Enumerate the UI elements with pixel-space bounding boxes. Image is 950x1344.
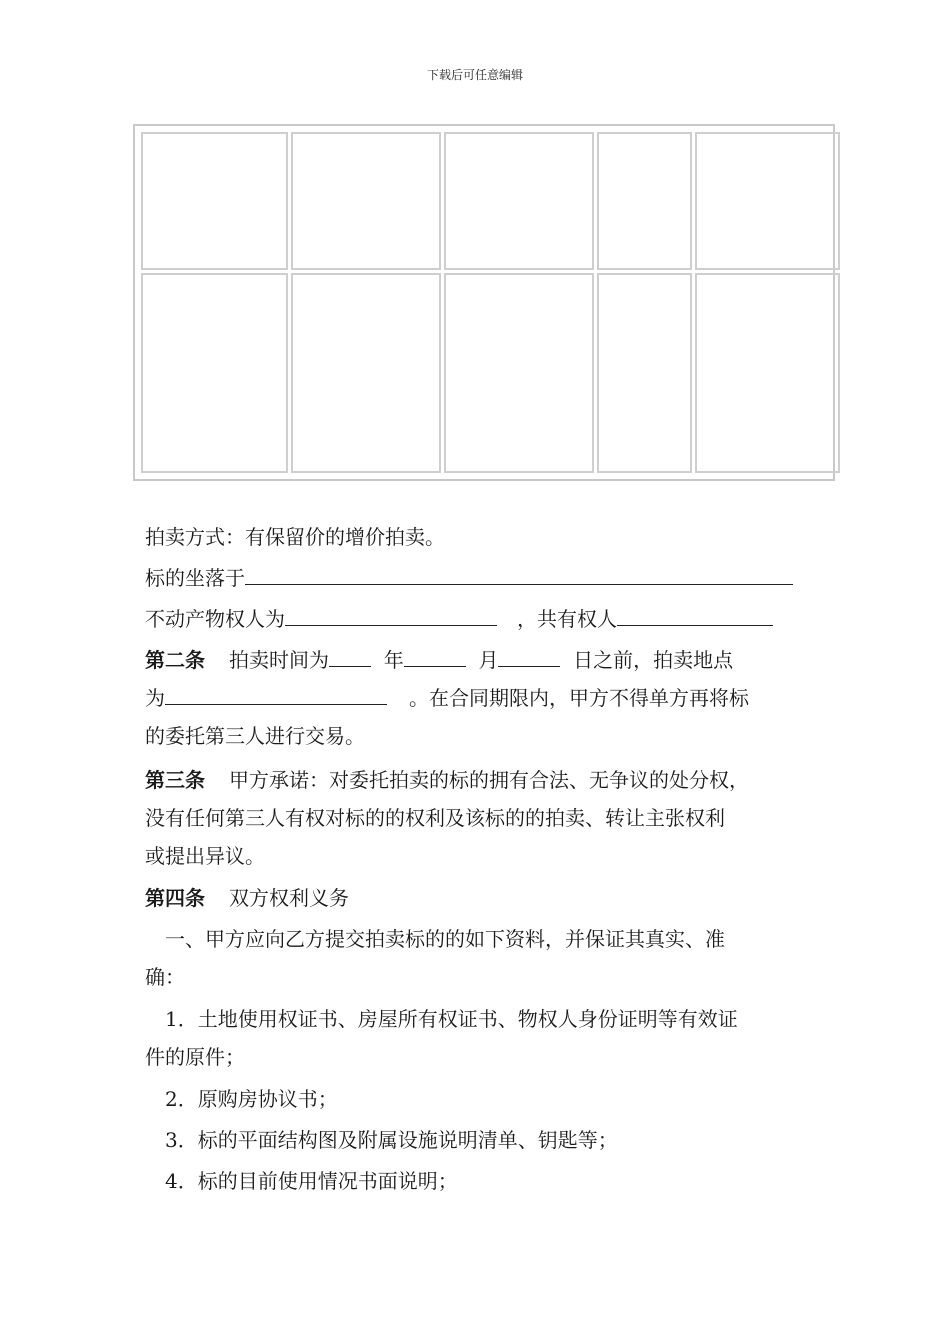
table-cell [291,132,441,270]
article-3-text-2: 没有任何第三人有权对标的的权利及该标的的拍卖、转让主张权利 [145,806,725,830]
article-2-text: 拍卖时间为 [229,648,329,672]
table-cell [695,132,840,270]
table-cell [291,273,441,473]
item-one-line-1: 一、甲方应向乙方提交拍卖标的的如下资料，并保证其真实、准 [165,927,725,951]
month-label: 月 [478,648,499,672]
empty-table [133,124,835,481]
month-blank [404,642,466,667]
article-4-text: 双方权利义务 [229,886,349,910]
table-cell [695,273,840,473]
table-cell [444,273,594,473]
location-blank [245,560,793,585]
day-label: 日之前，拍卖地点 [573,648,734,672]
article-3-text-3: 或提出异议。 [145,844,265,868]
table-cell [141,273,288,473]
page-header: 下载后可任意编辑 [426,68,523,82]
owner-blank [285,601,497,626]
owner-label: 不动产物权人为 [145,607,285,631]
item-1-line-1: 1．土地使用权证书、房屋所有权证书、物权人身份证明等有效证 [165,1007,738,1031]
article-4-title: 第四条 [145,886,205,910]
table-cell [444,132,594,270]
article-2 [145,641,805,761]
table-cell [597,273,692,473]
table-cell [597,132,692,270]
place-label: 为 [145,686,165,710]
item-2: 2．原购房协议书； [165,1087,338,1111]
location-line [145,559,805,600]
article-3-text: 甲方承诺：对委托拍卖的标的拥有合法、无争议的处分权， [229,768,749,792]
location-label: 标的坐落于 [145,566,245,590]
item-1-line-2: 件的原件； [145,1045,245,1069]
article-2-text-2: 。在合同期限内，甲方不得单方再将标 [409,686,749,710]
article-3 [145,761,805,879]
article-3-title: 第三条 [145,768,205,792]
co-owner-label: ，共有权人 [517,607,617,631]
item-one [145,920,805,1000]
item-one-line-2: 确： [145,965,185,989]
item-1 [145,1000,805,1080]
place-blank [165,680,387,705]
item-4: 4．标的目前使用情况书面说明； [165,1169,458,1193]
day-blank [498,642,560,667]
co-owner-blank [617,601,773,626]
year-label: 年 [383,648,404,672]
article-4 [145,879,805,920]
contract-body [145,518,805,1203]
item-3: 3．标的平面结构图及附属设施说明清单、钥匙等； [165,1128,618,1152]
year-blank [329,642,371,667]
owner-line [145,600,805,641]
auction-method: 拍卖方式：有保留价的增价拍卖。 [145,525,445,549]
article-2-title: 第二条 [145,648,205,672]
article-2-text-3: 的委托第三人进行交易。 [145,724,365,748]
table-cell [141,132,288,270]
